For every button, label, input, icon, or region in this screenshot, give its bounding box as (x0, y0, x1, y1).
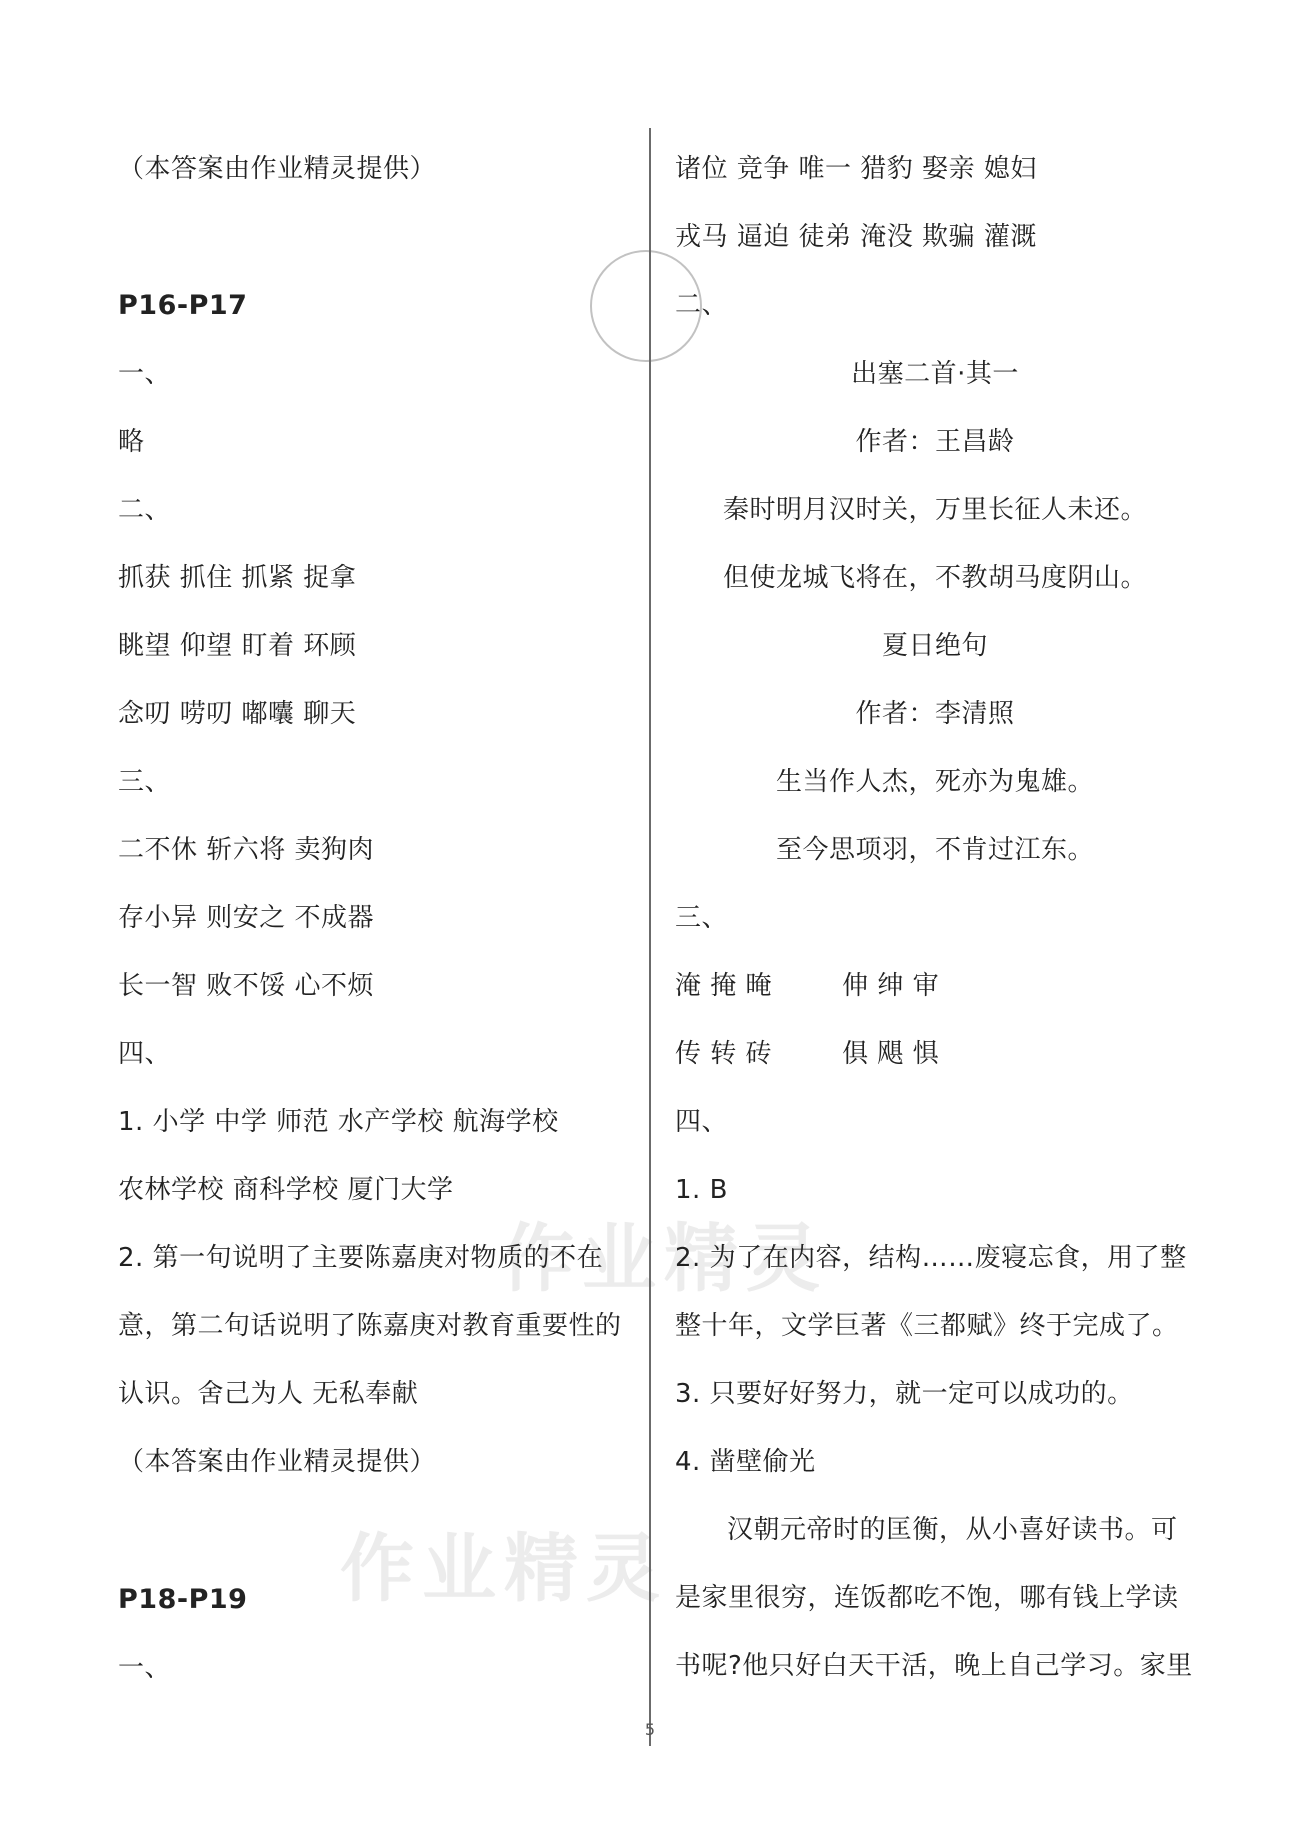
answer-line: 传 转 砖 俱 飓 惧 (675, 1039, 940, 1069)
answer-line: 农林学校 商科学校 厦门大学 (118, 1175, 454, 1205)
source-note: （本答案由作业精灵提供） (118, 1447, 437, 1477)
answer-line: 认识。舍己为人 无私奉献 (118, 1379, 419, 1409)
source-note: （本答案由作业精灵提供） (118, 154, 437, 184)
section-heading-p16-p17: P16-P17 (118, 290, 248, 321)
answer-line: 抓获 抓住 抓紧 捉拿 (118, 563, 357, 593)
poem-author: 作者：李清照 (855, 699, 1015, 729)
poem-line: 至今思项羽，不肯过江东。 (775, 835, 1094, 865)
poem-title: 出塞二首·其一 (851, 359, 1019, 389)
answer-line: 存小异 则安之 不成器 (118, 903, 375, 933)
part-label: 三、 (118, 767, 172, 797)
answer-line: 1. B (675, 1175, 728, 1205)
answer-line: 念叨 唠叨 嘟囔 聊天 (118, 699, 357, 729)
part-label: 三、 (675, 903, 729, 933)
story-line: 书呢?他只好白天干活，晚上自己学习。家里 (675, 1651, 1193, 1681)
watermark-bottom-left: 作业精灵 (340, 1526, 668, 1612)
answer-line: 二不休 斩六将 卖狗肉 (118, 835, 375, 865)
answer-line: 长一智 败不馁 心不烦 (118, 971, 375, 1001)
poem-line: 秦时明月汉时关，万里长征人未还。 (722, 495, 1147, 525)
watermark-top-right: 作业精灵 (500, 1216, 828, 1302)
section-heading-p18-p19: P18-P19 (118, 1584, 248, 1615)
poem-line: 但使龙城飞将在，不教胡马度阴山。 (722, 563, 1147, 593)
answer-line: 1. 小学 中学 师范 水产学校 航海学校 (118, 1107, 559, 1137)
story-line: 汉朝元帝时的匡衡，从小喜好读书。可 (727, 1515, 1178, 1545)
answer-line: 2. 第一句说明了主要陈嘉庚对物质的不在 (118, 1243, 604, 1273)
part-label: 四、 (675, 1107, 729, 1137)
part-label: 四、 (118, 1039, 172, 1069)
answer-line: 3. 只要好好努力，就一定可以成功的。 (675, 1379, 1134, 1409)
poem-author: 作者：王昌龄 (855, 427, 1015, 457)
answer-line: 2. 为了在内容，结构……废寝忘食，用了整 (675, 1243, 1187, 1273)
poem-title: 夏日绝句 (881, 631, 988, 661)
answer-line: 淹 掩 晻 伸 绅 审 (675, 971, 940, 1001)
part-label: 二、 (118, 495, 172, 525)
answer-line: 略 (118, 427, 145, 457)
part-label: 一、 (118, 1653, 172, 1683)
answer-line: 眺望 仰望 盯着 环顾 (118, 631, 357, 661)
answer-line: 意，第二句话说明了陈嘉庚对教育重要性的 (118, 1311, 622, 1341)
page-number: 5 (644, 1720, 656, 1739)
column-divider (649, 128, 651, 1746)
answer-line: 4. 凿壁偷光 (675, 1447, 816, 1477)
part-label: 二、 (675, 290, 729, 320)
story-line: 是家里很穷，连饭都吃不饱，哪有钱上学读 (675, 1583, 1179, 1613)
answer-line: 戎马 逼迫 徒弟 淹没 欺骗 灌溉 (675, 222, 1037, 252)
answer-line: 诸位 竞争 唯一 猎豹 娶亲 媳妇 (675, 154, 1037, 184)
answer-line: 整十年，文学巨著《三都赋》终于完成了。 (675, 1311, 1179, 1341)
poem-line: 生当作人杰，死亦为鬼雄。 (775, 767, 1094, 797)
part-label: 一、 (118, 359, 172, 389)
